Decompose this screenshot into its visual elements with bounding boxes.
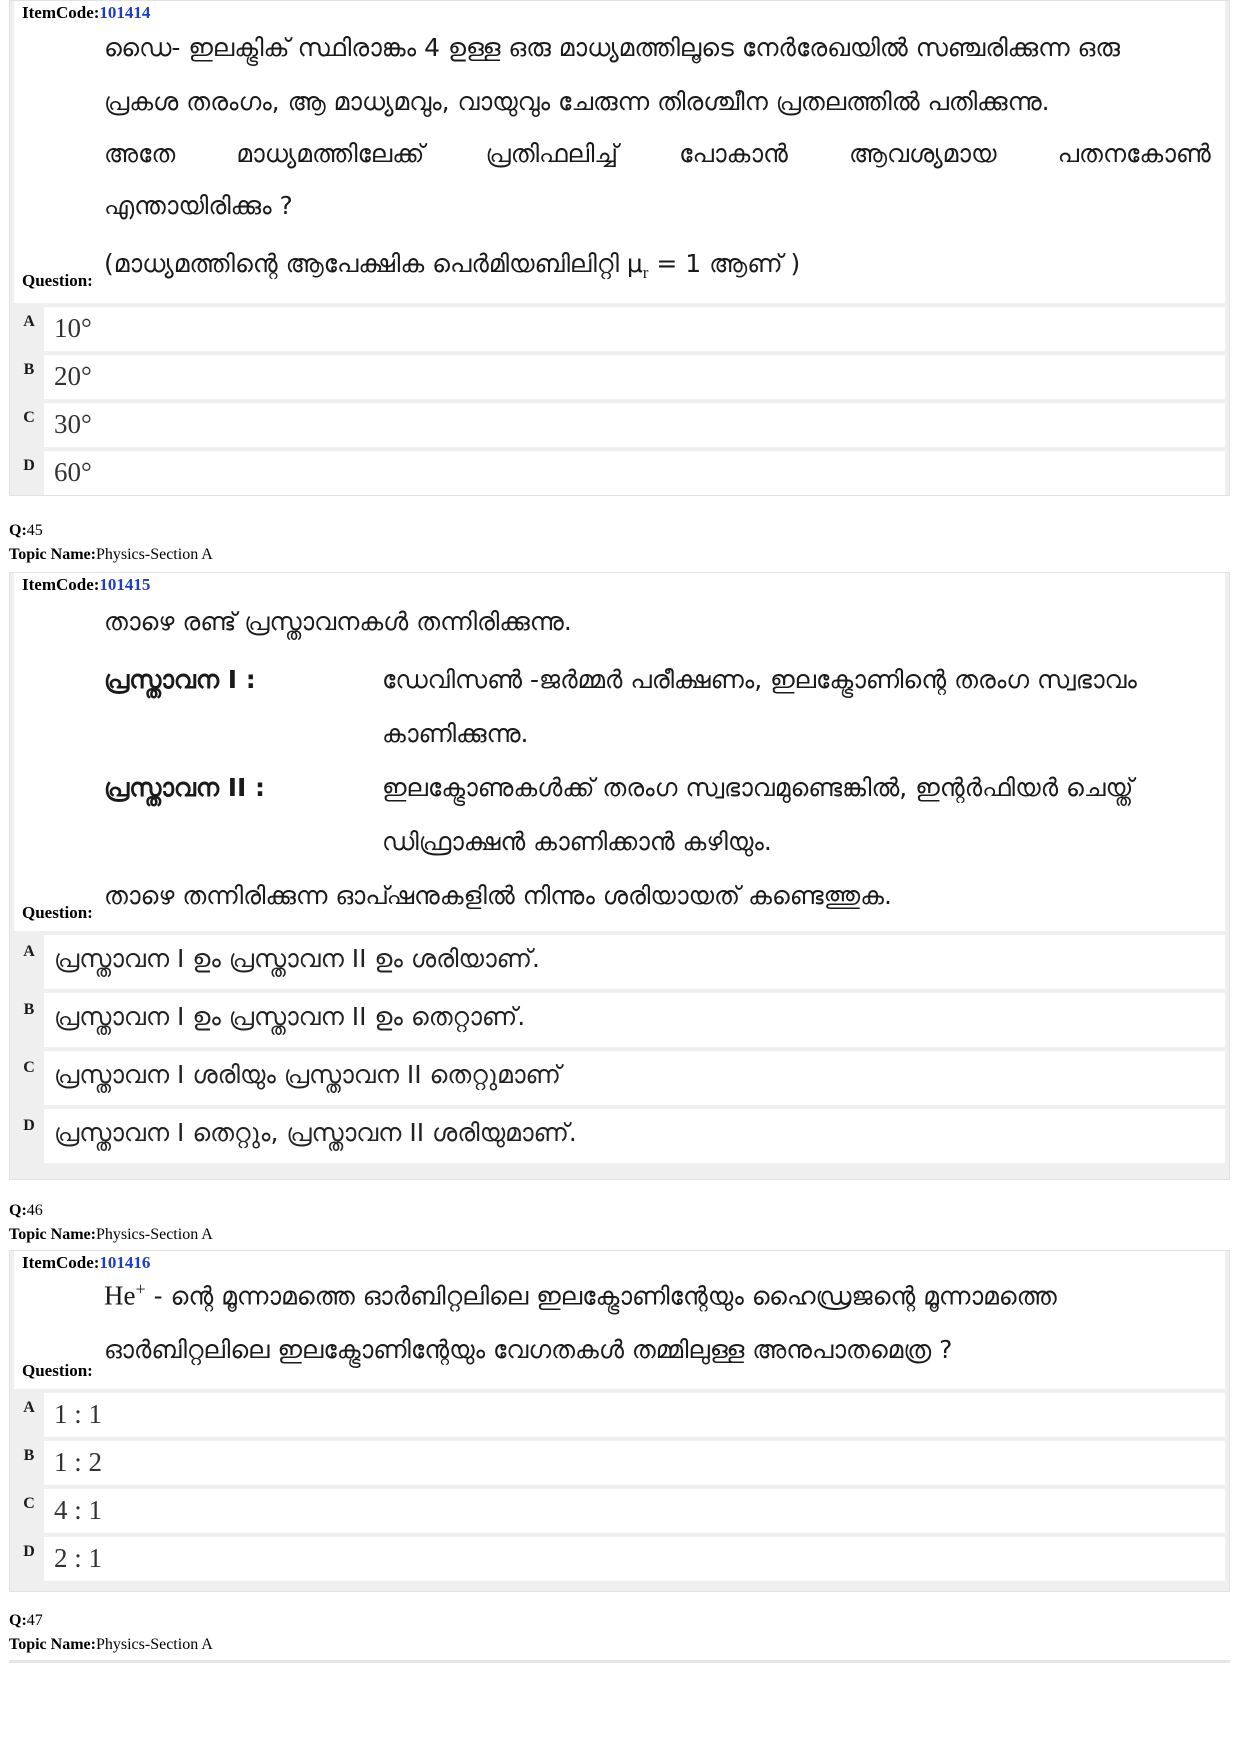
question-label: Question:	[22, 271, 93, 290]
question-text-line: ഓർബിറ്റലിലെ ഇലക്ട്രോണിന്റേയും വേഗതകൾ തമ്മിലുള്ള അനുപാതമെത്ര ?	[104, 1335, 953, 1364]
question-note-line: (മാധ്യമത്തിന്റെ ആപേക്ഷിക പെർമിയബിലിറ്റി $\mu_r = 1$ ആണ് )	[104, 249, 801, 282]
question-word: പ്രതിഫലിച്ച്	[485, 139, 618, 168]
question-body	[14, 1, 1225, 303]
item-code-value: 101416	[99, 1253, 151, 1272]
question-word: ആവശ്യമായ	[848, 139, 997, 168]
statement-intro: താഴെ രണ്ട് പ്രസ്താവനകൾ തന്നിരിക്കുന്നു.	[104, 607, 572, 636]
option-text: 2 : 1	[54, 1543, 103, 1573]
question-word: പോകാൻ	[679, 139, 788, 168]
option-c[interactable]	[14, 403, 1225, 447]
statement-1-text: ഡേവിസൺ -ജർമ്മർ പരീക്ഷണം, ഇലക്ട്രോണിന്റെ തരംഗ സ്വഭാവം	[382, 665, 1137, 694]
option-d[interactable]	[14, 451, 1225, 495]
option-text: 20°	[54, 361, 92, 391]
topic-name: Topic Name:Physics-Section A	[9, 1636, 213, 1653]
question-card-q44	[9, 0, 1230, 496]
option-letter: C	[14, 1489, 44, 1533]
item-code-value: 101414	[99, 3, 151, 22]
option-letter: A	[14, 935, 44, 989]
question-word: അതേ	[104, 139, 176, 168]
option-b[interactable]	[14, 1441, 1225, 1485]
statement-2-label: പ്രസ്താവന II :	[104, 773, 266, 802]
option-b[interactable]	[14, 993, 1225, 1047]
option-text: പ്രസ്താവന I ഉം പ്രസ്താവന II ഉം ശരിയാണ്.	[54, 944, 540, 973]
option-text: 10°	[54, 313, 92, 343]
option-letter: A	[14, 1393, 44, 1437]
question-text-line: എന്തായിരിക്കും ?	[104, 191, 293, 220]
question-body	[14, 1251, 1225, 1389]
statement-1-label: പ്രസ്താവന I :	[104, 665, 256, 694]
question-text-line: ഡൈ- ഇലക്ട്രിക് സ്ഥിരാങ്കം 4 ഉള്ള ഒരു മാധ്യമത്തിലൂടെ നേർരേഖയിൽ സഞ്ചരിക്കുന്ന ഒരു	[104, 33, 1120, 62]
topic-name: Topic Name:Physics-Section A	[9, 546, 213, 563]
topic-name: Topic Name:Physics-Section A	[9, 1226, 213, 1243]
question-number: Q:45	[9, 522, 43, 539]
option-text: 1 : 1	[54, 1399, 103, 1429]
question-card-q46	[9, 1250, 1230, 1592]
option-text: 4 : 1	[54, 1495, 103, 1525]
statement-2-text: ഇലക്ട്രോണുകൾക്ക് തരംഗ സ്വഭാവമുണ്ടെങ്കിൽ, ഇന്റർഫിയർ ചെയ്ത്	[382, 773, 1134, 802]
option-c[interactable]	[14, 1489, 1225, 1533]
question-number: Q:47	[9, 1612, 43, 1629]
option-d[interactable]	[14, 1537, 1225, 1581]
question-text-line	[104, 139, 1211, 169]
statement-2-text: ഡിഫ്രാക്ഷൻ കാണിക്കാൻ കഴിയും.	[382, 827, 772, 856]
option-letter: D	[14, 451, 44, 495]
option-a[interactable]	[14, 1393, 1225, 1437]
option-text: പ്രസ്താവന I ഉം പ്രസ്താവന II ഉം തെറ്റാണ്.	[54, 1002, 526, 1031]
option-text: 60°	[54, 457, 92, 487]
option-letter: D	[14, 1537, 44, 1581]
question-number: Q:46	[9, 1202, 43, 1219]
option-letter: B	[14, 993, 44, 1047]
item-code: ItemCode:101416	[22, 1253, 151, 1272]
option-letter: B	[14, 1441, 44, 1485]
option-a[interactable]	[14, 307, 1225, 351]
option-letter: B	[14, 355, 44, 399]
question-word: പതനകോൺ	[1057, 139, 1211, 168]
option-a[interactable]	[14, 935, 1225, 989]
item-code-value: 101415	[99, 575, 151, 594]
option-text: പ്രസ്താവന I ശരിയും പ്രസ്താവന II തെറ്റുമാണ്	[54, 1060, 561, 1089]
option-d[interactable]	[14, 1109, 1225, 1163]
question-text-line: He+ - ന്റെ മൂന്നാമത്തെ ഓർബിറ്റലിലെ ഇലക്ട്രോണിന്റേയും ഹൈഡ്രജന്റെ മൂന്നാമത്തെ	[104, 1279, 1057, 1311]
item-code: ItemCode:101414	[22, 3, 151, 22]
question-body	[14, 573, 1225, 931]
option-letter: C	[14, 403, 44, 447]
option-text: 30°	[54, 409, 92, 439]
item-code: ItemCode:101415	[22, 575, 151, 594]
option-letter: C	[14, 1051, 44, 1105]
option-text: 1 : 2	[54, 1447, 103, 1477]
question-label: Question:	[22, 1361, 93, 1380]
divider	[9, 1660, 1230, 1663]
statement-1-text: കാണിക്കുന്നു.	[382, 719, 529, 748]
question-label: Question:	[22, 903, 93, 922]
question-word: മാധ്യമത്തിലേക്ക്	[236, 139, 425, 168]
option-letter: D	[14, 1109, 44, 1163]
option-b[interactable]	[14, 355, 1225, 399]
question-ask: താഴെ തന്നിരിക്കുന്ന ഓപ്ഷനുകളിൽ നിന്നും ശരിയായത് കണ്ടെത്തുക.	[104, 881, 892, 910]
option-letter: A	[14, 307, 44, 351]
question-text-line: പ്രകശ തരംഗം, ആ മാധ്യമവും, വായുവും ചേരുന്ന തിരശ്ചീന പ്രതലത്തിൽ പതിക്കുന്നു.	[104, 87, 1050, 116]
option-text: പ്രസ്താവന I തെറ്റും, പ്രസ്താവന II ശരിയുമാണ്.	[54, 1118, 577, 1147]
option-c[interactable]	[14, 1051, 1225, 1105]
question-card-q45	[9, 572, 1230, 1180]
